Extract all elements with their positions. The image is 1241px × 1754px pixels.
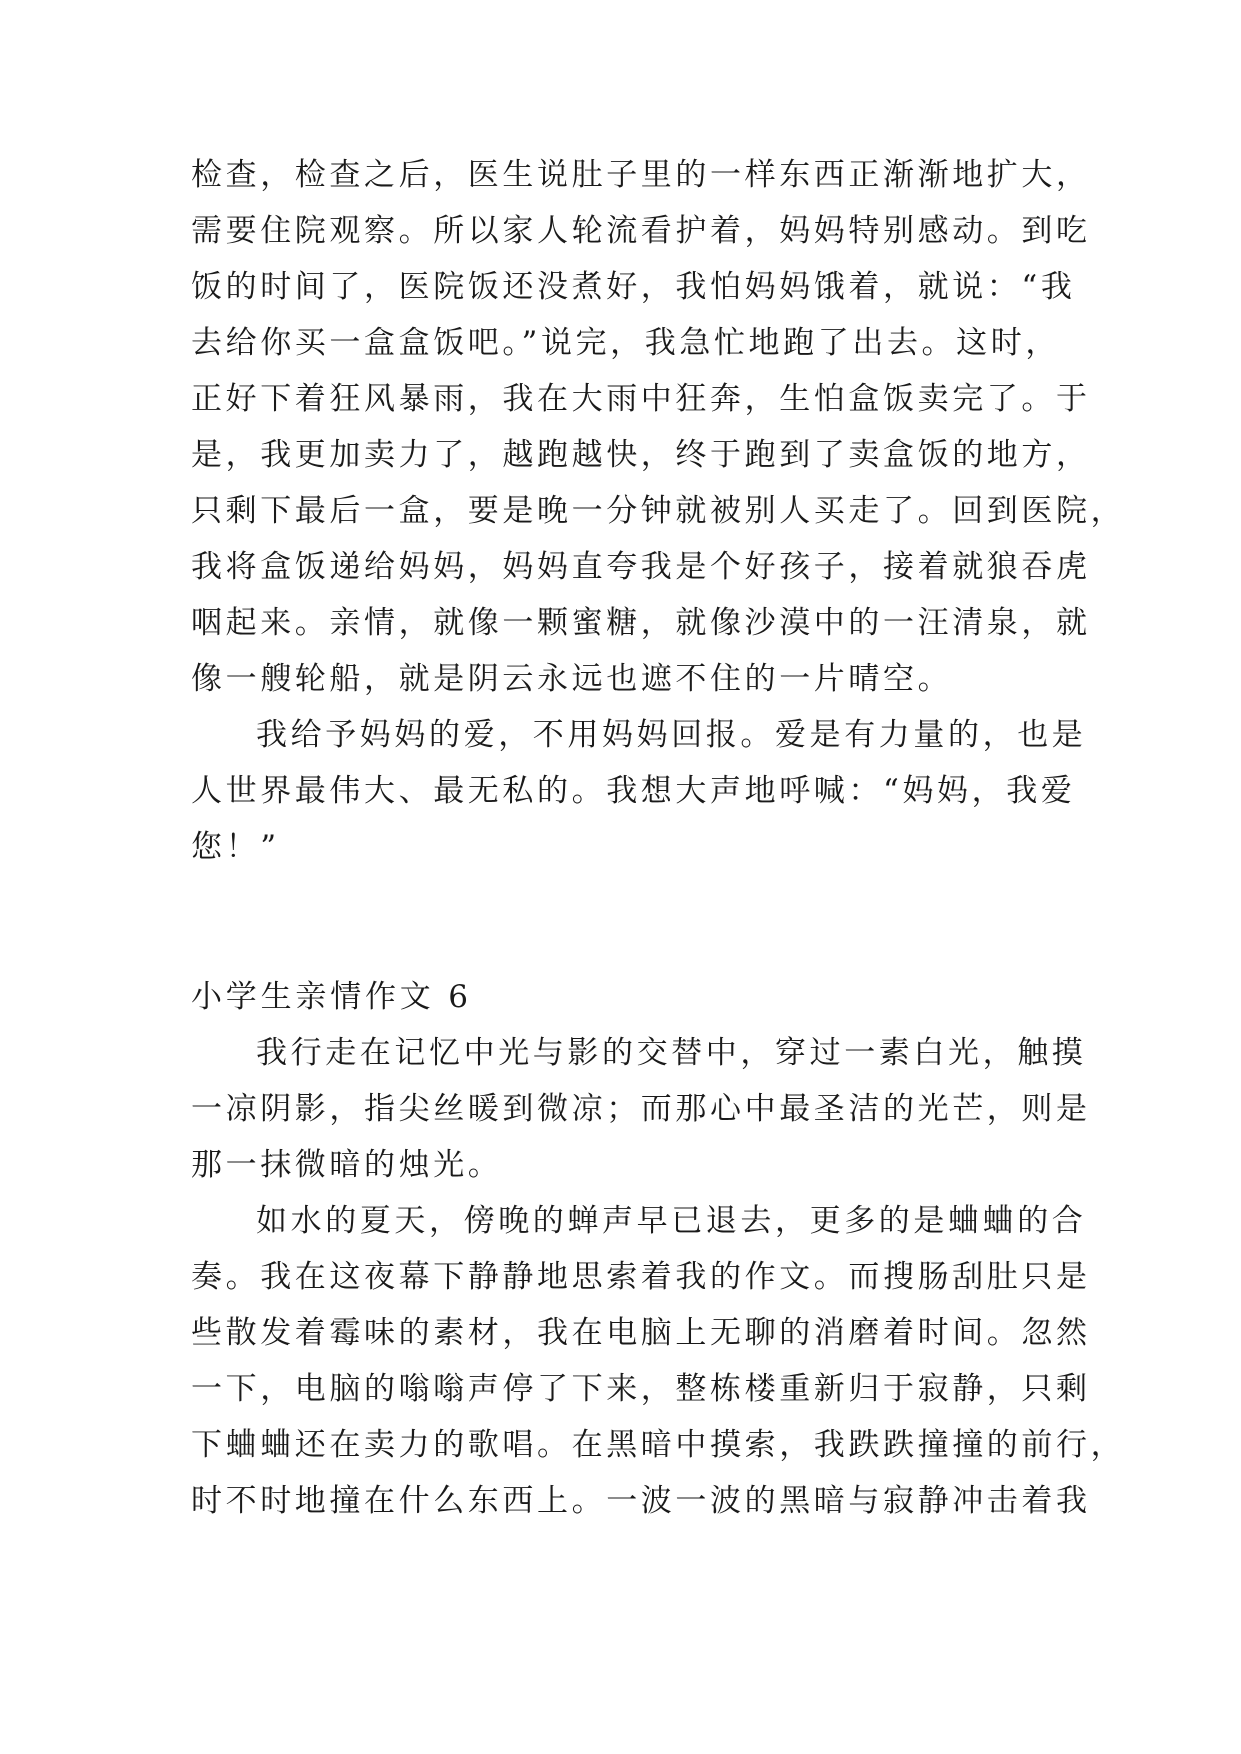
text-line: 是，我更加卖力了，越跑越快，终于跑到了卖盒饭的地方， — [191, 437, 1091, 473]
text-line: 奏。我在这夜幕下静静地思索着我的作文。而搜肠刮肚只是 — [191, 1259, 1091, 1295]
text-line: 那一抹微暗的烛光。 — [191, 1147, 503, 1183]
text-line: 我给予妈妈的爱，不用妈妈回报。爱是有力量的，也是 — [256, 717, 1087, 753]
text-line: 些散发着霉味的素材，我在电脑上无聊的消磨着时间。忽然 — [191, 1315, 1091, 1351]
text-line: 我行走在记忆中光与影的交替中，穿过一素白光，触摸 — [256, 1035, 1087, 1071]
text-line: 下蛐蛐还在卖力的歌唱。在黑暗中摸索，我跌跌撞撞的前行， — [191, 1427, 1126, 1463]
text-line: 一凉阴影，指尖丝暖到微凉；而那心中最圣洁的光芒，则是 — [191, 1091, 1091, 1127]
text-line: 时不时地撞在什么东西上。一波一波的黑暗与寂静冲击着我 — [191, 1483, 1091, 1519]
text-line: 一下，电脑的嗡嗡声停了下来，整栋楼重新归于寂静，只剩 — [191, 1371, 1091, 1407]
text-line: 正好下着狂风暴雨，我在大雨中狂奔，生怕盒饭卖完了。于 — [191, 381, 1091, 417]
text-line: 像一艘轮船，就是阴云永远也遮不住的一片晴空。 — [191, 661, 953, 697]
text-line: 去给你买一盒盒饭吧。”说完，我急忙地跑了出去。这时， — [191, 325, 1060, 361]
text-line: 检查，检查之后，医生说肚子里的一样东西正渐渐地扩大， — [191, 157, 1091, 193]
text-line: 饭的时间了，医院饭还没煮好，我怕妈妈饿着，就说：“我 — [191, 269, 1076, 305]
text-line: 您！” — [191, 829, 280, 865]
text-line: 人世界最伟大、最无私的。我想大声地呼喊：“妈妈，我爱 — [191, 773, 1076, 809]
text-line: 如水的夏天，傍晚的蝉声早已退去，更多的是蛐蛐的合 — [256, 1203, 1087, 1239]
text-line: 需要住院观察。所以家人轮流看护着，妈妈特别感动。到吃 — [191, 213, 1091, 249]
section-title: 小学生亲情作文 6 — [191, 979, 472, 1015]
text-line: 我将盒饭递给妈妈，妈妈直夸我是个好孩子，接着就狼吞虎 — [191, 549, 1091, 585]
text-line: 咽起来。亲情，就像一颗蜜糖，就像沙漠中的一汪清泉，就 — [191, 605, 1091, 641]
text-line: 只剩下最后一盒，要是晚一分钟就被别人买走了。回到医院， — [191, 493, 1126, 529]
